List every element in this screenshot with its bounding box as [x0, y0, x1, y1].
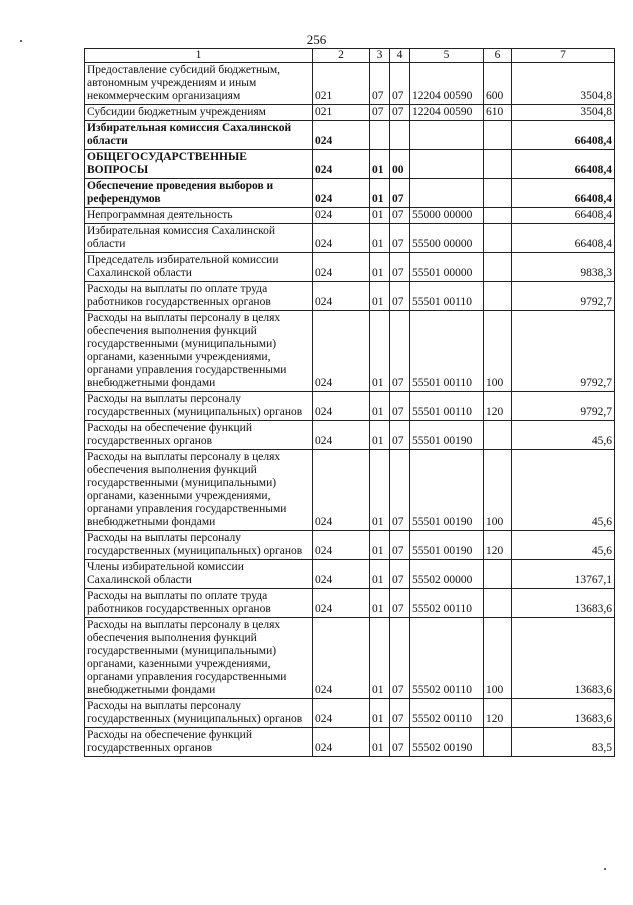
row-expense-type-code	[484, 208, 512, 224]
row-admin-code: 024	[313, 282, 370, 311]
row-admin-code: 024	[313, 253, 370, 282]
row-subsection-code: 07	[390, 392, 410, 421]
row-target-code: 55501 00190	[410, 450, 484, 531]
row-admin-code: 024	[313, 224, 370, 253]
row-target-code: 55502 00110	[410, 618, 484, 699]
row-subsection-code: 07	[390, 560, 410, 589]
row-target-code: 55502 00110	[410, 699, 484, 728]
scan-speck	[20, 40, 22, 42]
table-row	[85, 150, 615, 179]
row-expense-type-code	[484, 179, 512, 208]
row-subsection-code: 07	[390, 224, 410, 253]
row-target-code: 12204 00590	[410, 105, 484, 121]
row-section-code: 01	[370, 589, 390, 618]
row-expense-type-code	[484, 560, 512, 589]
row-sum: 13683,6	[512, 699, 615, 728]
row-section-code: 01	[370, 728, 390, 757]
row-target-code: 55501 00110	[410, 282, 484, 311]
table-row	[85, 179, 615, 208]
row-sum: 9792,7	[512, 282, 615, 311]
row-target-code: 55501 00000	[410, 253, 484, 282]
table-row	[85, 208, 615, 224]
row-expense-type-code	[484, 253, 512, 282]
row-target-code: 55500 00000	[410, 224, 484, 253]
row-name: Председатель избирательной комиссии Сахалинской области	[85, 253, 313, 282]
row-sum: 66408,4	[512, 121, 615, 150]
scan-speck	[604, 868, 606, 870]
row-name: Расходы на обеспечение функций государственных органов	[85, 421, 313, 450]
row-admin-code: 024	[313, 618, 370, 699]
row-target-code	[410, 121, 484, 150]
row-subsection-code: 07	[390, 105, 410, 121]
table-row	[85, 311, 615, 392]
row-sum: 66408,4	[512, 224, 615, 253]
row-admin-code: 024	[313, 450, 370, 531]
row-target-code: 55502 00000	[410, 560, 484, 589]
row-admin-code: 024	[313, 179, 370, 208]
row-subsection-code: 07	[390, 728, 410, 757]
row-section-code: 07	[370, 63, 390, 105]
row-name: Расходы на выплаты по оплате труда работников государственных органов	[85, 589, 313, 618]
table-row	[85, 224, 615, 253]
row-subsection-code: 07	[390, 179, 410, 208]
row-target-code: 55501 00190	[410, 421, 484, 450]
row-target-code: 55502 00190	[410, 728, 484, 757]
row-section-code	[370, 121, 390, 150]
row-section-code: 01	[370, 618, 390, 699]
row-subsection-code: 07	[390, 589, 410, 618]
column-header: 6	[484, 49, 512, 63]
table-row	[85, 450, 615, 531]
row-expense-type-code	[484, 150, 512, 179]
row-name: Расходы на выплаты персоналу в целях обеспечения выполнения функций государственными (муниципальными) органами, казенными учреждениями, органами управления государственными внебюджетными фондами	[85, 450, 313, 531]
row-expense-type-code: 120	[484, 392, 512, 421]
row-sum: 45,6	[512, 531, 615, 560]
row-section-code: 01	[370, 224, 390, 253]
row-section-code: 01	[370, 282, 390, 311]
table-row	[85, 105, 615, 121]
table-row	[85, 589, 615, 618]
table-header-row	[85, 49, 615, 63]
row-name: Предоставление субсидий бюджетным, автономным учреждениям и иным некоммерческим организациям	[85, 63, 313, 105]
row-expense-type-code: 600	[484, 63, 512, 105]
column-header: 3	[370, 49, 390, 63]
budget-table	[84, 48, 615, 757]
row-admin-code: 024	[313, 589, 370, 618]
row-name: Расходы на выплаты по оплате труда работников государственных органов	[85, 282, 313, 311]
row-name: Избирательная комиссия Сахалинской области	[85, 224, 313, 253]
table-row	[85, 121, 615, 150]
row-subsection-code: 07	[390, 282, 410, 311]
column-header: 1	[85, 49, 313, 63]
row-sum: 13683,6	[512, 589, 615, 618]
row-subsection-code: 07	[390, 63, 410, 105]
row-admin-code: 024	[313, 728, 370, 757]
row-sum: 83,5	[512, 728, 615, 757]
row-name: Расходы на выплаты персоналу в целях обеспечения выполнения функций государственными (муниципальными) органами, казенными учреждениями, органами управления государственными внебюджетными фондами	[85, 618, 313, 699]
row-section-code: 07	[370, 105, 390, 121]
row-expense-type-code: 100	[484, 311, 512, 392]
row-section-code: 01	[370, 208, 390, 224]
row-name: Расходы на выплаты персоналу государственных (муниципальных) органов	[85, 699, 313, 728]
row-section-code: 01	[370, 421, 390, 450]
row-expense-type-code	[484, 728, 512, 757]
row-subsection-code: 07	[390, 618, 410, 699]
row-subsection-code: 07	[390, 311, 410, 392]
row-subsection-code: 07	[390, 421, 410, 450]
table-row	[85, 63, 615, 105]
row-section-code: 01	[370, 179, 390, 208]
row-name: ОБЩЕГОСУДАРСТВЕННЫЕ ВОПРОСЫ	[85, 150, 313, 179]
row-admin-code: 024	[313, 311, 370, 392]
row-section-code: 01	[370, 150, 390, 179]
row-subsection-code: 07	[390, 253, 410, 282]
row-expense-type-code	[484, 121, 512, 150]
row-section-code: 01	[370, 450, 390, 531]
row-sum: 66408,4	[512, 150, 615, 179]
row-sum: 3504,8	[512, 105, 615, 121]
table-row	[85, 282, 615, 311]
row-sum: 9838,3	[512, 253, 615, 282]
row-sum: 13683,6	[512, 618, 615, 699]
row-admin-code: 024	[313, 531, 370, 560]
table-row	[85, 531, 615, 560]
row-section-code: 01	[370, 253, 390, 282]
row-target-code: 55501 00110	[410, 311, 484, 392]
row-sum: 9792,7	[512, 311, 615, 392]
row-target-code: 55000 00000	[410, 208, 484, 224]
row-subsection-code: 00	[390, 150, 410, 179]
row-admin-code: 024	[313, 150, 370, 179]
row-subsection-code: 07	[390, 208, 410, 224]
row-target-code	[410, 150, 484, 179]
row-name: Члены избирательной комиссии Сахалинской области	[85, 560, 313, 589]
row-admin-code: 024	[313, 208, 370, 224]
row-target-code: 55501 00190	[410, 531, 484, 560]
row-expense-type-code: 120	[484, 531, 512, 560]
row-expense-type-code: 100	[484, 618, 512, 699]
row-name: Субсидии бюджетным учреждениям	[85, 105, 313, 121]
row-target-code: 12204 00590	[410, 63, 484, 105]
row-section-code: 01	[370, 311, 390, 392]
row-name: Непрограммная деятельность	[85, 208, 313, 224]
row-expense-type-code	[484, 224, 512, 253]
table-row	[85, 253, 615, 282]
table-row	[85, 618, 615, 699]
column-header: 2	[313, 49, 370, 63]
table-row	[85, 560, 615, 589]
page-number: 256	[306, 32, 327, 47]
row-sum: 9792,7	[512, 392, 615, 421]
row-subsection-code: 07	[390, 531, 410, 560]
row-expense-type-code: 120	[484, 699, 512, 728]
row-sum: 13767,1	[512, 560, 615, 589]
column-header: 7	[512, 49, 615, 63]
row-name: Расходы на выплаты персоналу государственных (муниципальных) органов	[85, 531, 313, 560]
row-admin-code: 021	[313, 105, 370, 121]
row-sum: 66408,4	[512, 208, 615, 224]
row-target-code: 55501 00110	[410, 392, 484, 421]
row-admin-code: 024	[313, 699, 370, 728]
row-admin-code: 021	[313, 63, 370, 105]
table-row	[85, 728, 615, 757]
row-section-code: 01	[370, 392, 390, 421]
row-expense-type-code: 100	[484, 450, 512, 531]
column-header: 5	[410, 49, 484, 63]
row-expense-type-code: 610	[484, 105, 512, 121]
table-row	[85, 699, 615, 728]
row-admin-code: 024	[313, 392, 370, 421]
row-subsection-code: 07	[390, 699, 410, 728]
row-sum: 45,6	[512, 450, 615, 531]
row-target-code	[410, 179, 484, 208]
table-row	[85, 421, 615, 450]
row-expense-type-code	[484, 421, 512, 450]
row-name: Обеспечение проведения выборов и референдумов	[85, 179, 313, 208]
row-sum: 45,6	[512, 421, 615, 450]
row-section-code: 01	[370, 560, 390, 589]
row-subsection-code	[390, 121, 410, 150]
row-section-code: 01	[370, 531, 390, 560]
row-subsection-code: 07	[390, 450, 410, 531]
row-admin-code: 024	[313, 560, 370, 589]
row-name: Избирательная комиссия Сахалинской области	[85, 121, 313, 150]
row-name: Расходы на обеспечение функций государственных органов	[85, 728, 313, 757]
row-target-code: 55502 00110	[410, 589, 484, 618]
row-sum: 66408,4	[512, 179, 615, 208]
row-sum: 3504,8	[512, 63, 615, 105]
table-row	[85, 392, 615, 421]
row-admin-code: 024	[313, 421, 370, 450]
row-expense-type-code	[484, 589, 512, 618]
row-expense-type-code	[484, 282, 512, 311]
row-section-code: 01	[370, 699, 390, 728]
row-name: Расходы на выплаты персоналу в целях обеспечения выполнения функций государственными (муниципальными) органами, казенными учреждениями, органами управления государственными внебюджетными фондами	[85, 311, 313, 392]
row-admin-code: 024	[313, 121, 370, 150]
row-name: Расходы на выплаты персоналу государственных (муниципальных) органов	[85, 392, 313, 421]
column-header: 4	[390, 49, 410, 63]
